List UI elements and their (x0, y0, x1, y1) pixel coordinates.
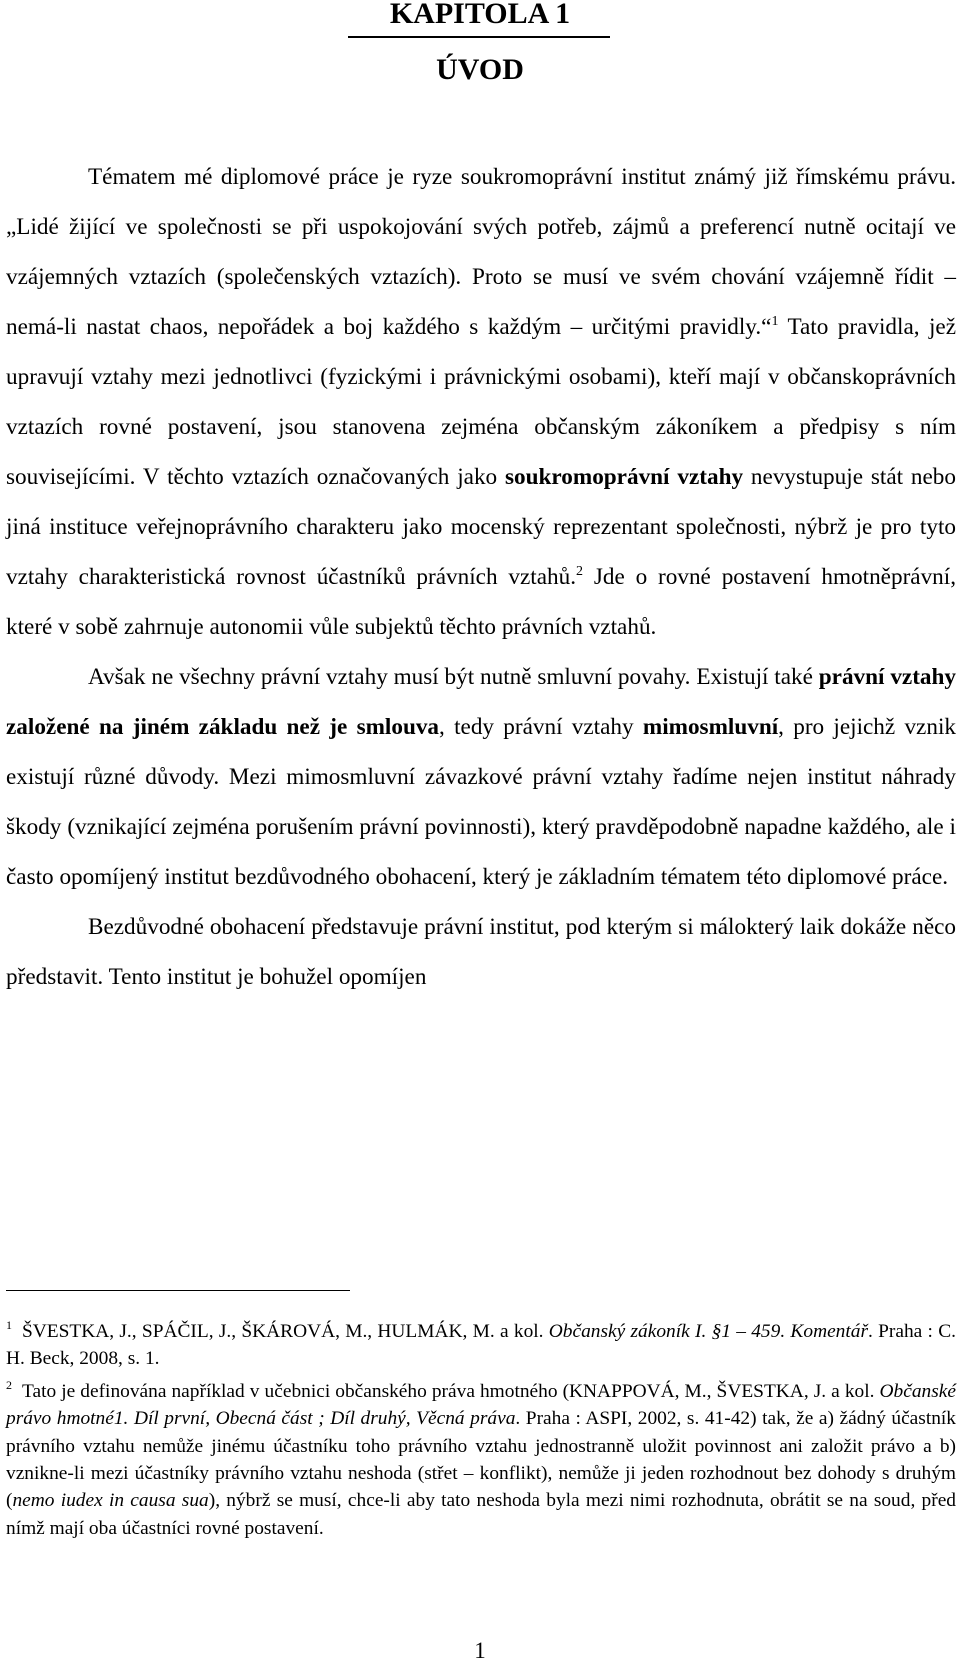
text-run: nemo iudex in causa sua (12, 1490, 209, 1512)
paragraph-3 (6, 902, 956, 1002)
text-run: , tedy právní vztahy (439, 714, 643, 740)
chapter-label: KAPITOLA 1 (389, 0, 571, 30)
footnotes (6, 1318, 956, 1547)
footnote-separator (6, 1290, 350, 1291)
text-run: . Praha : C. H. Beck, 2008, s. 1. (6, 1321, 956, 1370)
text-run: Bezdůvodné obohacení představuje právní institut, pod kterým si málokterý laik dokáže něco představit. Tento institut je bohužel opomíjen (6, 914, 956, 990)
text-run: Jde o rovné postavení hmotněprávní, které v sobě zahrnuje autonomii vůle subjektů těchto právních vztahů. (6, 564, 957, 640)
text-run: . Praha : ASPI, 2002, s. 41-42) tak, že a) žádný účastník právního vztahu nemůže jinému účastníku toho právního vztahu jednostranně uložit povinnost ani založit právo a b) vznikne-li mezi účastníky právního vztahu neshoda (střet – konflikt), nemůže ji jeden rozhodnout bez dohody s druhým ( (6, 1408, 956, 1512)
text-run: Avšak ne všechny právní vztahy musí být nutně smluvní povahy. Existují také (88, 664, 819, 690)
footnote-2 (6, 1378, 956, 1542)
text-run: Tato pravidla, jež upravují vztahy mezi jednotlivci (fyzickými i právnickými osobami), kteří mají v občanskoprávních vztazích rovné postavení, jsou stanovena zejména občanským zákoníkem a předpisy s ním souvisejícími. V těchto vztazích označovaných jako (6, 314, 957, 490)
text-run: ), nýbrž se musí, chce-li aby tato neshoda byla mezi nimi rozhodnuta, obrátit se na soud, před nímž mají oba účastníci rovné postavení. (6, 1490, 957, 1539)
text-run: právní vztahy založené na jiném základu než je smlouva (6, 664, 957, 740)
text-run: nevystupuje stát nebo jiná instituce veřejnoprávního charakteru jako mocenský reprezentant společnosti, nýbrž je pro tyto vztahy charakteristická rovnost účastníků právních vztahů. (6, 464, 956, 590)
text-run: Občanský zákoník I. §1 – 459. Komentář (548, 1321, 868, 1342)
footnote-marker: 1 (771, 314, 779, 329)
chapter-underline (348, 36, 610, 38)
paragraph-1 (6, 152, 956, 652)
footnote-marker: 2 (6, 1377, 12, 1392)
text-run: Občanské právo hmotné1. Díl první, Obecná část ; Díl druhý, Věcná práva (6, 1380, 956, 1430)
chapter-title: ÚVOD (436, 53, 524, 86)
text-run: Tato je definována například v učebnici občanského práva hmotného (KNAPPOVÁ, M., ŠVESTKA, J. a kol. (22, 1380, 880, 1402)
footnote-marker: 1 (6, 1318, 12, 1332)
page-number: 1 (474, 1638, 486, 1663)
text-run: mimosmluvní (642, 714, 779, 740)
text-run: ŠVESTKA, J., SPÁČIL, J., ŠKÁROVÁ, M., HULMÁK, M. a kol. (22, 1321, 549, 1342)
footnote-marker: 2 (576, 564, 583, 579)
text-run: soukromoprávní vztahy (505, 464, 744, 490)
text-run: Tématem mé diplomové práce je ryze soukromoprávní institut známý již římskému právu. „Lidé žijící ve společnosti se při uspokojování svých potřeb, zájmů a preferencí nutně ocitají ve vzájemných vztazích (společenských vztazích). Proto se musí ve svém chování vzájemně řídit – nemá-li nastat chaos, nepořádek a boj každého s každým – určitými pravidly.“ (6, 164, 956, 340)
paragraph-2 (6, 652, 956, 902)
text-run: , pro jejichž vznik existují různé důvody. Mezi mimosmluvní závazkové právní vztahy řadíme nejen institut náhrady škody (vznikající zejména porušením právní povinnosti), který pravděpodobně napadne každého, ale i často opomíjený institut bezdůvodného obohacení, který je základním tématem této diplomové práce. (6, 714, 956, 890)
footnote-1 (6, 1318, 956, 1373)
body-text (6, 152, 956, 1002)
